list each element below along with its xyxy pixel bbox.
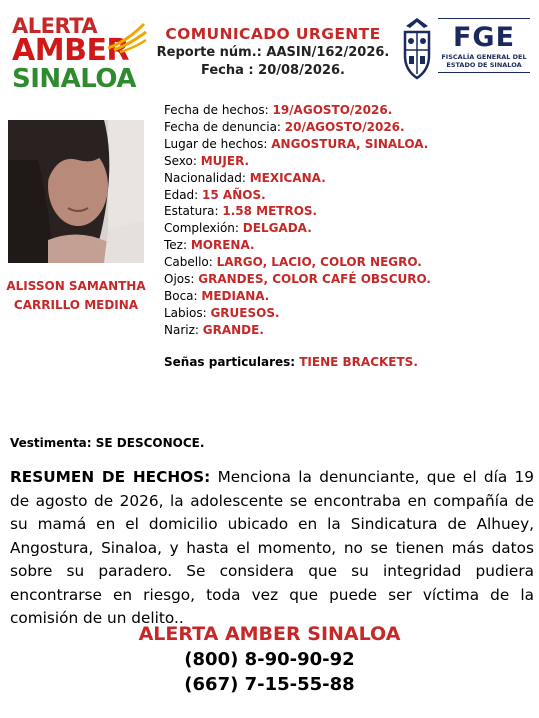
detail-label: Cabello:	[164, 255, 217, 270]
detail-value: 15 AÑOS.	[202, 187, 266, 202]
report-number: AASIN/162/2026.	[266, 45, 390, 60]
detail-row-labios	[164, 305, 534, 322]
missing-person-photo	[8, 120, 144, 263]
header-block	[150, 25, 396, 80]
fge-logo	[400, 14, 530, 84]
logo-line-amber: AMBER	[12, 33, 130, 68]
summary-label: RESUMEN DE HECHOS:	[10, 468, 211, 486]
detail-label: Fecha de denuncia:	[164, 119, 285, 134]
person-portrait-icon	[8, 120, 144, 263]
detail-label: Lugar de hechos:	[164, 136, 272, 151]
report-label: Reporte núm.:	[156, 45, 262, 60]
detail-row-nacionalidad	[164, 170, 534, 187]
footer-contact	[0, 621, 539, 697]
detail-label: Fecha de hechos:	[164, 103, 273, 117]
detail-label: Tez:	[164, 238, 191, 253]
distinguishing-marks	[164, 355, 418, 369]
person-name	[4, 277, 148, 315]
detail-value: GRANDES, COLOR CAFÉ OBSCURO.	[198, 272, 431, 287]
senas-value: TIENE BRACKETS.	[299, 355, 418, 369]
footer-title: ALERTA AMBER SINALOA	[138, 623, 401, 645]
phone-number-1: (800) 8-90-90-92	[184, 649, 355, 670]
detail-label: Sexo:	[164, 153, 201, 168]
detail-label: Estatura:	[164, 204, 223, 219]
fge-brand	[438, 18, 530, 73]
detail-row-boca	[164, 288, 534, 305]
detail-value: DELGADA.	[242, 221, 312, 236]
detail-label: Boca:	[164, 288, 202, 303]
state-seal-icon	[400, 16, 434, 82]
detail-value: 20/AGOSTO/2026.	[284, 119, 405, 134]
detail-row-estatura	[164, 203, 534, 220]
alerta-amber-logo	[12, 14, 144, 94]
detail-row-fecha-denuncia	[164, 119, 534, 136]
detail-row-cabello	[164, 254, 534, 271]
detail-row-tez	[164, 237, 534, 254]
detail-value: ANGOSTURA, SINALOA.	[271, 136, 429, 151]
fge-acronym: FGE	[452, 22, 516, 53]
vestimenta-value: SE DESCONOCE.	[95, 436, 205, 450]
detail-value: GRANDE.	[202, 322, 264, 337]
detail-label: Labios:	[164, 305, 211, 320]
detail-row-lugar	[164, 136, 534, 153]
detail-row-complexion	[164, 220, 534, 237]
phone-number-2: (667) 7-15-55-88	[184, 674, 355, 695]
detail-row-nariz	[164, 322, 534, 339]
detail-row-sexo	[164, 153, 534, 170]
detail-value: MEXICANA.	[249, 170, 326, 185]
detail-row-ojos	[164, 271, 534, 288]
date-label: Fecha :	[201, 63, 254, 78]
details-list	[164, 102, 534, 339]
detail-row-fecha-hechos	[164, 102, 534, 119]
detail-value: MORENA.	[190, 238, 255, 253]
detail-value: 1.58 METROS.	[222, 204, 318, 219]
vestimenta-label: Vestimenta:	[10, 436, 96, 450]
summary-text: Menciona la denunciante, que el día 19 de agosto de 2026, la adolescente se encontraba en compañía de su mamá en el domicilio ubicado en la Sindicatura de Alhuey, Angostura, Sinaloa, y hasta el momento, no se tienen más datos sobre su paradero. Se considera que su integridad pudiera encontrarse en riesgo, toda vez que puede ser víctima de la comisión de un delito..	[10, 468, 535, 627]
page-title: COMUNICADO URGENTE	[165, 25, 381, 43]
detail-value: 19/AGOSTO/2026.	[272, 103, 393, 117]
summary-paragraph	[10, 466, 534, 631]
detail-label: Nariz:	[164, 322, 203, 337]
detail-label: Nacionalidad:	[164, 170, 250, 185]
report-date-line	[150, 62, 396, 80]
detail-value: MUJER.	[200, 153, 250, 168]
report-date: 20/08/2026.	[258, 63, 345, 78]
detail-value: MEDIANA.	[201, 288, 270, 303]
person-name-line1: ALISSON SAMANTHA	[6, 279, 146, 293]
logo-line-alerta: ALERTA	[12, 14, 98, 38]
fge-name-line2: ESTADO DE SINALOA	[446, 61, 522, 69]
detail-label: Ojos:	[164, 272, 199, 287]
logo-line-sinaloa: SINALOA	[12, 64, 136, 94]
detail-label: Complexión:	[164, 221, 243, 236]
person-name-line2: CARRILLO MEDINA	[13, 298, 139, 312]
fge-name-line1: FISCALÍA GENERAL DEL	[441, 53, 527, 61]
clothing-line	[10, 436, 204, 450]
detail-row-edad	[164, 187, 534, 204]
detail-label: Edad:	[164, 187, 203, 202]
swoosh-icon	[104, 14, 148, 54]
detail-value: GRUESOS.	[210, 305, 280, 320]
detail-value: LARGO, LACIO, COLOR NEGRO.	[216, 255, 422, 270]
report-number-line	[150, 44, 396, 62]
senas-label: Señas particulares:	[164, 355, 300, 369]
